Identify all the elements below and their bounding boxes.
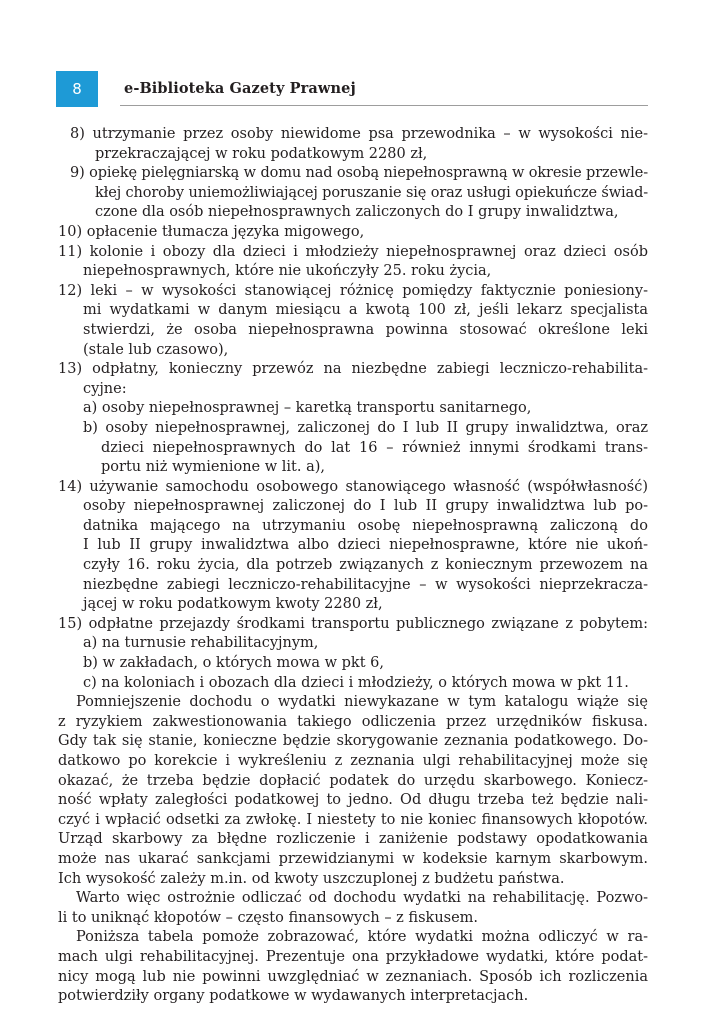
sub-item-c: c) na koloniach i obozach dla dzieci i młodzieży, o których mowa w pkt 11. bbox=[83, 674, 629, 691]
sub-item-b-cont: portu niż wymienione w lit. a), bbox=[101, 459, 325, 476]
paragraph-line: Pomniejszenie dochodu o wydatki niewykazane w tym katalogu wiąże się bbox=[76, 694, 648, 711]
paragraph-line: nicy mogą lub nie powinni uwzględniać w zeznaniach. Sposób ich rozliczenia bbox=[58, 968, 648, 985]
paragraph-line: Ich wysokość zależy m.in. od kwoty uszczuplonej z budżetu państwa. bbox=[58, 870, 565, 887]
sub-item-b: b) w zakładach, o których mowa w pkt 6, bbox=[83, 655, 384, 672]
sub-item-b-cont: dzieci niepełnosprawnych do lat 16 – również innymi środkami trans- bbox=[101, 439, 648, 456]
list-item-9-cont: czone dla osób niepełnosprawnych zaliczonych do I grupy inwalidztwa, bbox=[95, 204, 619, 221]
list-item-14-cont: jącej w roku podatkowym kwoty 2280 zł, bbox=[83, 596, 383, 613]
paragraph-line: Urząd skarbowy za błędne rozliczenie i zaniżenie podstawy opodatkowania bbox=[58, 831, 648, 848]
page-body bbox=[58, 125, 648, 1007]
list-item-9-cont: kłej choroby uniemożliwiającej poruszanie się oraz usługi opiekuńcze świad- bbox=[95, 184, 648, 201]
list-item-10: 10) opłacenie tłumacza języka migowego, bbox=[58, 223, 365, 240]
list-item-14-cont: I lub II grupy inwalidztwa albo dzieci niepełnosprawne, które nie ukoń- bbox=[83, 537, 648, 554]
list-item-12: 12) leki – w wysokości stanowiącej różnicę pomiędzy faktycznie poniesiony- bbox=[58, 282, 648, 299]
list-item-14-cont: datnika mającego na utrzymaniu osobę niepełnosprawną zaliczoną do bbox=[83, 517, 648, 534]
sub-item-a: a) osoby niepełnosprawnej – karetką transportu sanitarnego, bbox=[83, 400, 532, 417]
list-item-14-cont: osoby niepełnosprawnej zaliczonej do I lub II grupy inwalidztwa lub po- bbox=[83, 498, 648, 515]
list-item-9: 9) opiekę pielęgniarską w domu nad osobą niepełnosprawną w okresie przewle- bbox=[70, 165, 648, 182]
list-item-12-cont: (stale lub czasowo), bbox=[83, 341, 229, 358]
list-item-14: 14) używanie samochodu osobowego stanowiącego własność (współwłasność) bbox=[58, 478, 648, 495]
list-item-12-cont: mi wydatkami w danym miesiącu a kwotą 100 zł, jeśli lekarz specjalista bbox=[83, 302, 648, 319]
paragraph-line: z ryzykiem zakwestionowania takiego odliczenia przez urzędników fiskusa. bbox=[58, 713, 648, 730]
paragraph-line: może nas ukarać sankcjami przewidzianymi w kodeksie karnym skarbowym. bbox=[58, 850, 648, 867]
paragraph-line: czyć i wpłacić odsetki za zwłokę. I niestety to nie koniec finansowych kłopotów. bbox=[58, 811, 648, 828]
paragraph-line: ność wpłaty zaległości podatkowej to jedno. Od długu trzeba też będzie nali- bbox=[58, 792, 648, 809]
page-number: 8 bbox=[72, 80, 82, 98]
paragraph-line: datkowo po korekcie i wykreśleniu z zeznania ulgi rehabilitacyjnej może się bbox=[58, 753, 648, 769]
paragraph-line: okazać, że trzeba będzie dopłacić podatek do urzędu skarbowego. Koniecz- bbox=[58, 772, 648, 789]
list-item-14-cont: czyły 16. roku życia, dla potrzeb związanych z koniecznym przewozem na bbox=[83, 557, 648, 574]
list-item-15: 15) odpłatne przejazdy środkami transportu publicznego związane z pobytem: bbox=[58, 615, 648, 632]
paragraph-line: potwierdziły organy podatkowe w wydawanych interpretacjach. bbox=[58, 988, 529, 1005]
page-number-badge bbox=[56, 71, 98, 107]
paragraph-line: Poniższa tabela pomoże zobrazować, które wydatki można odliczyć w ra- bbox=[76, 929, 648, 946]
list-item-13: 13) odpłatny, konieczny przewóz na niezbędne zabiegi leczniczo-rehabilita- bbox=[58, 361, 648, 378]
sub-item-b: b) osoby niepełnosprawnej, zaliczonej do I lub II grupy inwalidztwa, oraz bbox=[83, 419, 648, 436]
list-item-14-cont: niezbędne zabiegi leczniczo-rehabilitacyjne – w wysokości nieprzekracza- bbox=[83, 576, 648, 593]
list-item-12-cont: stwierdzi, że osoba niepełnosprawna powinna stosować określone leki bbox=[83, 321, 648, 338]
paragraph-line: li to uniknąć kłopotów – często finansowych – z fiskusem. bbox=[58, 909, 479, 926]
list-item-8: 8) utrzymanie przez osoby niewidome psa przewodnika – w wysokości nie- bbox=[70, 126, 648, 142]
paragraph-line: Warto więc ostrożnie odliczać od dochodu wydatki na rehabilitację. Pozwo- bbox=[76, 890, 648, 907]
paragraph-line: mach ulgi rehabilitacyjnej. Prezentuje ona przykładowe wydatki, które podat- bbox=[58, 948, 648, 965]
sub-item-a: a) na turnusie rehabilitacyjnym, bbox=[83, 635, 319, 652]
list-item-13-cont: cyjne: bbox=[83, 380, 127, 397]
list-item-8-cont: przekraczającej w roku podatkowym 2280 zł, bbox=[95, 145, 428, 162]
list-item-11-cont: niepełnosprawnych, które nie ukończyły 25. roku życia, bbox=[83, 263, 492, 280]
list-item-11: 11) kolonie i obozy dla dzieci i młodzieży niepełnosprawnej oraz dzieci osób bbox=[58, 243, 648, 260]
running-title: e-Biblioteka Gazety Prawnej bbox=[124, 80, 356, 97]
paragraph-line: Gdy tak się stanie, konieczne będzie skorygowanie zeznania podatkowego. Do- bbox=[58, 733, 648, 750]
header-divider bbox=[120, 105, 648, 106]
